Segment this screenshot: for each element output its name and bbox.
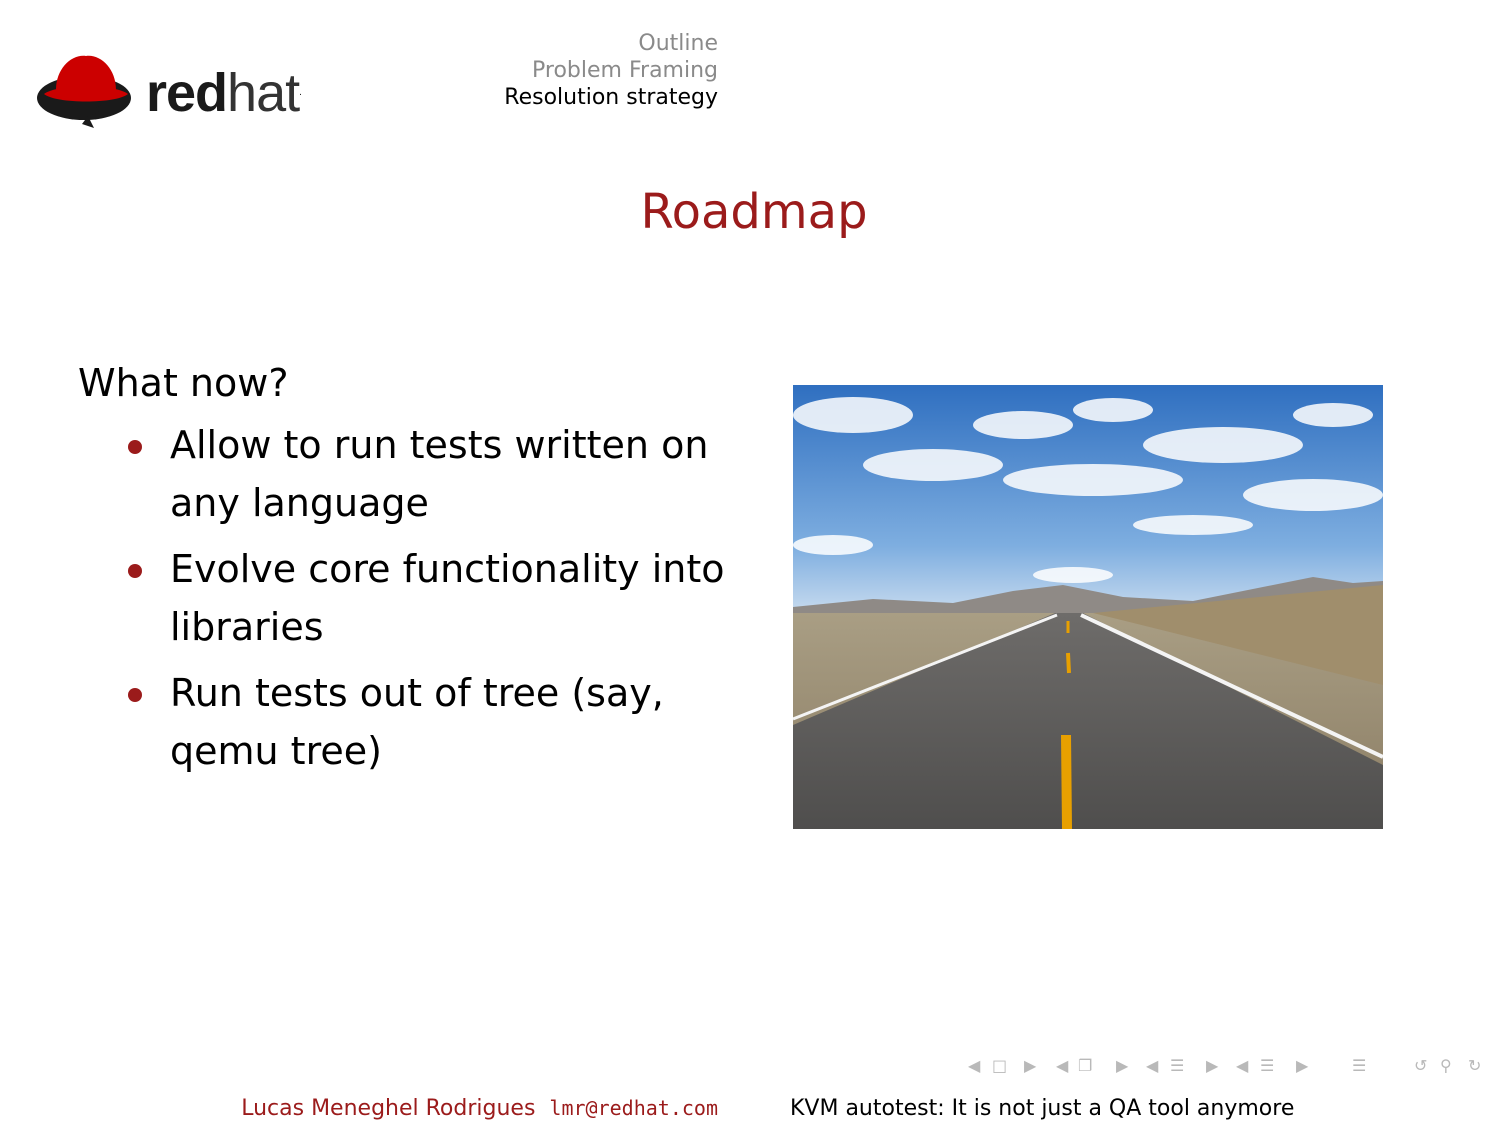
list-item [78,540,758,656]
nav-prev-subsection-icon[interactable]: ◀ [1146,1056,1159,1075]
slide-body [78,356,758,788]
nav-next-subsection-icon[interactable]: ▶ [1206,1056,1219,1075]
bullet-icon [128,440,142,454]
nav-item-resolution-strategy[interactable]: Resolution strategy [504,85,718,110]
slide-title: Roadmap [640,184,868,240]
bullet-list [78,416,758,780]
section-navigation [504,30,718,111]
shadowman-icon [36,46,136,132]
footer-author-name: Lucas Meneghel Rodrigues [241,1096,536,1121]
list-item-text: Run tests out of tree (say, qemu tree) [170,671,664,773]
desert-highway-illustration [793,385,1383,829]
intro-text: What now? [78,361,289,405]
bullet-icon [128,688,142,702]
nav-next-slide-icon[interactable]: ▶ [1024,1056,1037,1075]
footer-talk-title: KVM autotest: It is not just a QA tool anymore [790,1096,1295,1121]
nav-prev-section-icon[interactable]: ◀ [1236,1056,1249,1075]
beamer-navigation-controls [968,1056,1498,1080]
nav-prev-frame-icon[interactable]: ◀ [1056,1056,1069,1075]
nav-next-section-icon[interactable]: ▶ [1296,1056,1309,1075]
nav-item-outline[interactable]: Outline [638,31,718,56]
bullet-icon [128,564,142,578]
nav-subsection-icon[interactable]: ☰ [1170,1056,1185,1075]
list-item-text: Allow to run tests written on any language [170,423,709,525]
footer-author-block [241,1096,718,1121]
road-photo [793,385,1383,829]
nav-back-icon[interactable]: ↺ [1414,1056,1428,1075]
nav-item-problem-framing[interactable]: Problem Framing [532,58,718,83]
nav-frame-icon[interactable]: ❐ [1078,1056,1093,1075]
nav-slide-icon[interactable]: □ [992,1056,1008,1075]
nav-search-icon[interactable]: ⚲ [1440,1056,1452,1075]
list-item-text: Evolve core functionality into libraries [170,547,725,649]
nav-forward-icon[interactable]: ↻ [1468,1056,1482,1075]
footer-email: lmr@redhat.com [549,1096,718,1120]
nav-next-frame-icon[interactable]: ▶ [1116,1056,1129,1075]
logo-word-red: red [146,63,228,123]
nav-prev-slide-icon[interactable]: ◀ [968,1056,981,1075]
logo-trademark: . [299,87,301,98]
redhat-logo [36,46,326,132]
nav-section-icon[interactable]: ☰ [1260,1056,1275,1075]
nav-appendix-icon[interactable]: ☰ [1352,1056,1367,1075]
logo-wordmark [146,50,301,136]
list-item [78,416,758,532]
list-item [78,664,758,780]
logo-word-hat: hat [227,63,300,123]
